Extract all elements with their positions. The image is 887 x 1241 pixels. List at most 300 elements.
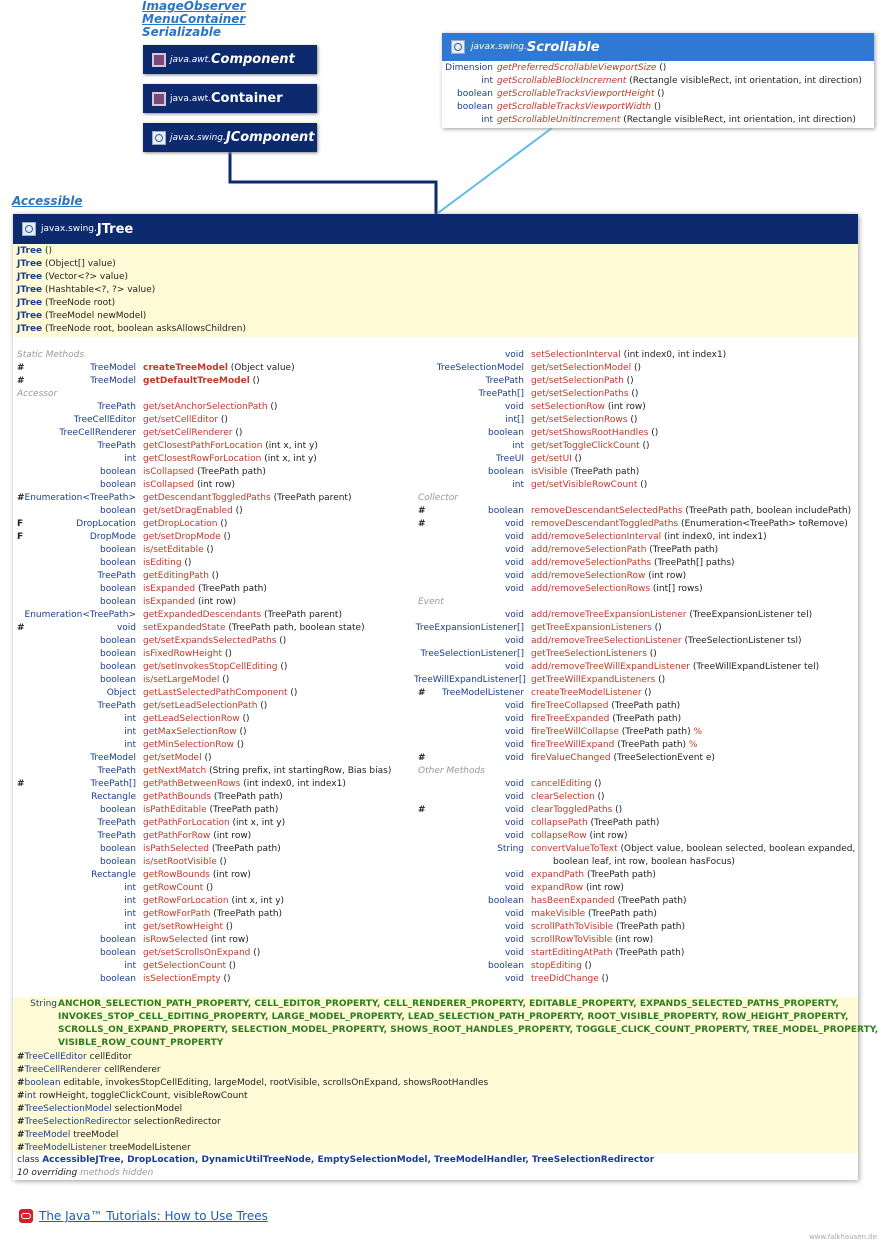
method-name[interactable]: [143, 895, 284, 908]
method-row[interactable]: [13, 700, 433, 713]
method-row[interactable]: [13, 362, 433, 375]
method-row[interactable]: [13, 518, 433, 531]
method-row[interactable]: [13, 739, 433, 752]
method-row[interactable]: [13, 804, 433, 817]
return-type: void: [504, 753, 524, 763]
method-row[interactable]: [414, 869, 834, 882]
method-name[interactable]: [143, 570, 219, 583]
field-row[interactable]: [17, 1077, 488, 1090]
class-component[interactable]: [143, 45, 317, 74]
method-row[interactable]: [13, 895, 433, 908]
return-type: int: [124, 883, 136, 893]
method-row[interactable]: [414, 973, 834, 986]
method-label: removeDescendantToggledPaths: [531, 519, 679, 529]
method-name[interactable]: [143, 518, 227, 531]
method-name[interactable]: [143, 973, 231, 986]
method-name[interactable]: [143, 934, 249, 947]
method-row[interactable]: [13, 635, 433, 648]
method-row-continuation: [414, 856, 834, 869]
method-row[interactable]: [13, 570, 433, 583]
method-row[interactable]: [13, 661, 433, 674]
method-label: getTreeExpansionListeners: [531, 623, 652, 633]
method-label: isFixedRowHeight: [143, 649, 222, 659]
method-row[interactable]: [13, 908, 433, 921]
scrollable-method-row: [442, 88, 664, 101]
method-name[interactable]: [531, 531, 767, 544]
method-name[interactable]: [143, 908, 282, 921]
method-name[interactable]: [531, 466, 639, 479]
method-name[interactable]: [531, 791, 605, 804]
method-name[interactable]: [143, 648, 232, 661]
method-label: get/setSelectionRows: [531, 415, 628, 425]
method-name[interactable]: [143, 440, 318, 453]
method-name[interactable]: [531, 622, 662, 635]
method-name[interactable]: [143, 661, 287, 674]
method-name[interactable]: getScrollableUnitIncrement: [497, 115, 621, 125]
method-row[interactable]: [414, 700, 834, 713]
method-row[interactable]: [414, 908, 834, 921]
interface-accessible[interactable]: Accessible: [12, 194, 83, 208]
overriding-note: [17, 1167, 153, 1180]
overriding-text: methods hidden: [80, 1168, 154, 1178]
scrollable-interface-box: [442, 33, 874, 128]
constructor-params: (Object[] value): [42, 259, 116, 269]
return-type: void: [504, 870, 524, 880]
method-name[interactable]: [531, 401, 646, 414]
constructor-name: JTree: [17, 246, 43, 256]
method-params: (int[] rows): [650, 584, 703, 594]
method-name[interactable]: [143, 817, 285, 830]
return-type: void: [504, 545, 524, 555]
field-row[interactable]: [17, 1103, 182, 1116]
method-name[interactable]: [143, 869, 251, 882]
method-row[interactable]: [13, 596, 433, 609]
class-icon: [22, 222, 36, 236]
field-type: TreeModel: [24, 1130, 71, 1140]
method-row[interactable]: [414, 557, 834, 570]
method-name[interactable]: [531, 687, 651, 700]
method-name[interactable]: [143, 479, 235, 492]
method-name[interactable]: [143, 687, 297, 700]
field-row[interactable]: [17, 1090, 248, 1103]
method-name[interactable]: [531, 505, 851, 518]
method-name[interactable]: [143, 401, 277, 414]
method-name[interactable]: [531, 739, 697, 752]
method-row[interactable]: [13, 414, 433, 427]
return-type: TreePath[]: [90, 779, 136, 789]
method-name[interactable]: [531, 479, 647, 492]
method-row[interactable]: [414, 583, 834, 596]
method-row[interactable]: [414, 466, 834, 479]
method-name[interactable]: [531, 934, 653, 947]
constructor-row[interactable]: [17, 310, 146, 323]
method-row[interactable]: [13, 778, 433, 791]
method-name[interactable]: [143, 726, 246, 739]
method-name[interactable]: [143, 466, 266, 479]
method-label: isExpanded: [143, 584, 196, 594]
method-params: (): [221, 649, 232, 659]
method-row[interactable]: [13, 557, 433, 570]
method-row[interactable]: [414, 752, 834, 765]
protected-mark: #: [17, 1052, 25, 1062]
method-name[interactable]: [531, 882, 624, 895]
method-row[interactable]: [414, 362, 834, 375]
method-name[interactable]: [143, 752, 211, 765]
method-label: isSelectionEmpty: [143, 974, 221, 984]
method-name[interactable]: [531, 583, 703, 596]
method-params: (int row): [194, 480, 236, 490]
method-row[interactable]: [414, 791, 834, 804]
protected-mark: #: [17, 1065, 25, 1075]
method-row[interactable]: [414, 674, 834, 687]
method-label: fireTreeWillExpand: [531, 740, 615, 750]
method-row[interactable]: [414, 570, 834, 583]
method-row[interactable]: [414, 830, 834, 843]
inner-classes-prefix: class: [17, 1155, 40, 1165]
scrollable-method-row: [442, 62, 666, 75]
method-params: (int row): [210, 870, 251, 880]
method-name[interactable]: [143, 882, 213, 895]
method-name[interactable]: [531, 947, 684, 960]
method-name[interactable]: [531, 843, 855, 856]
method-row[interactable]: [414, 687, 834, 700]
method-row[interactable]: [13, 492, 433, 505]
method-name[interactable]: [531, 960, 592, 973]
method-row[interactable]: [13, 427, 433, 440]
method-row[interactable]: [414, 713, 834, 726]
method-name[interactable]: [143, 609, 342, 622]
return-type: void: [504, 922, 524, 932]
method-name[interactable]: [531, 375, 634, 388]
method-row[interactable]: [414, 414, 834, 427]
method-name[interactable]: [143, 674, 229, 687]
method-name[interactable]: [143, 596, 236, 609]
class-jcomponent[interactable]: [143, 123, 317, 152]
method-params: (): [267, 402, 278, 412]
method-name[interactable]: [531, 453, 582, 466]
method-name[interactable]: [531, 388, 638, 401]
method-name[interactable]: [143, 505, 243, 518]
method-name[interactable]: [143, 856, 227, 869]
method-name[interactable]: [531, 570, 686, 583]
method-name[interactable]: [143, 947, 260, 960]
method-label: getNextMatch: [143, 766, 207, 776]
method-row[interactable]: [13, 882, 433, 895]
method-label: getDefaultTreeModel: [143, 376, 250, 386]
method-name[interactable]: [531, 440, 650, 453]
interface-menucontainer[interactable]: MenuContainer: [142, 12, 246, 26]
method-row[interactable]: [414, 960, 834, 973]
return-type: TreeUI: [496, 454, 524, 464]
method-row[interactable]: [13, 752, 433, 765]
method-name[interactable]: [531, 362, 641, 375]
return-type: void: [504, 532, 524, 542]
method-name[interactable]: [531, 726, 702, 739]
method-params: (TreePath path): [567, 467, 640, 477]
method-name[interactable]: [143, 791, 283, 804]
method-row[interactable]: [13, 765, 433, 778]
method-row[interactable]: [414, 778, 834, 791]
method-row[interactable]: [414, 739, 834, 752]
method-row[interactable]: [13, 622, 433, 635]
method-name[interactable]: [531, 661, 819, 674]
method-row[interactable]: [414, 609, 834, 622]
method-name[interactable]: [143, 921, 233, 934]
method-name[interactable]: [531, 648, 657, 661]
scrollable-header[interactable]: [442, 33, 874, 61]
method-params: (TreePath path): [206, 805, 279, 815]
package-label: javax.swing.: [471, 42, 527, 52]
method-row[interactable]: [414, 440, 834, 453]
method-label: setSelectionInterval: [531, 350, 621, 360]
method-name[interactable]: [531, 609, 812, 622]
method-row[interactable]: [414, 817, 834, 830]
method-row[interactable]: [13, 401, 433, 414]
field-row[interactable]: [17, 1129, 118, 1142]
method-row[interactable]: [414, 531, 834, 544]
method-row[interactable]: [13, 830, 433, 843]
method-name[interactable]: [143, 453, 317, 466]
method-name[interactable]: [531, 830, 628, 843]
method-name[interactable]: [531, 544, 718, 557]
method-row[interactable]: [13, 869, 433, 882]
field-row[interactable]: [17, 1064, 161, 1077]
method-label: collapsePath: [531, 818, 588, 828]
method-row[interactable]: [13, 947, 433, 960]
constructor-row[interactable]: [17, 258, 116, 271]
method-params: (): [654, 89, 665, 99]
method-row[interactable]: [13, 583, 433, 596]
method-name[interactable]: [143, 739, 244, 752]
method-row[interactable]: [414, 895, 834, 908]
return-type: boolean: [100, 545, 136, 555]
method-row[interactable]: [414, 947, 834, 960]
constructor-row[interactable]: [17, 297, 115, 310]
credit: www.falkhausen.de: [808, 1233, 877, 1241]
method-name[interactable]: [143, 830, 251, 843]
modifier-mark: #: [418, 519, 426, 529]
section-label: Collector: [418, 493, 459, 503]
field-names: editable, invokesStopCellEditing, largeModel, rootVisible, scrollsOnExpand, showsRootHandles: [60, 1078, 489, 1088]
return-type: TreePath[]: [478, 389, 524, 399]
method-row[interactable]: [414, 622, 834, 635]
method-name[interactable]: getScrollableBlockIncrement: [497, 76, 627, 86]
tutorial-link-text[interactable]: The Java™ Tutorials: How to Use Trees: [39, 1209, 268, 1223]
method-label: clearSelection: [531, 792, 595, 802]
jtree-header[interactable]: [13, 214, 858, 244]
method-row[interactable]: [13, 375, 433, 388]
constructor-row[interactable]: [17, 323, 246, 336]
return-type: String: [497, 844, 524, 854]
method-row[interactable]: [414, 518, 848, 531]
method-row[interactable]: [414, 479, 834, 492]
method-params: (): [201, 753, 212, 763]
method-name[interactable]: [143, 635, 286, 648]
method-name[interactable]: [531, 895, 687, 908]
method-name[interactable]: [143, 583, 267, 596]
field-row[interactable]: [17, 1051, 132, 1064]
method-row[interactable]: [13, 791, 433, 804]
oracle-icon: [19, 1209, 33, 1223]
method-label: isRowSelected: [143, 935, 208, 945]
method-row[interactable]: [13, 921, 433, 934]
method-name[interactable]: [143, 778, 346, 791]
method-name[interactable]: [531, 817, 659, 830]
method-name[interactable]: [143, 531, 231, 544]
constructor-row[interactable]: [17, 271, 128, 284]
method-name[interactable]: [143, 427, 242, 440]
method-name[interactable]: [531, 921, 685, 934]
method-name[interactable]: getScrollableTracksViewportHeight: [497, 89, 655, 99]
method-name[interactable]: [531, 804, 622, 817]
method-row[interactable]: [13, 466, 433, 479]
return-type: void: [504, 792, 524, 802]
method-params: (int row): [195, 597, 236, 607]
return-type: TreePath: [97, 701, 136, 711]
return-type: boolean: [457, 102, 493, 112]
method-label: add/removeSelectionRow: [531, 571, 646, 581]
method-row[interactable]: [13, 479, 433, 492]
method-row[interactable]: [414, 388, 834, 401]
method-name[interactable]: [143, 375, 260, 388]
method-name[interactable]: [143, 544, 214, 557]
method-name[interactable]: [531, 414, 637, 427]
method-row[interactable]: [414, 934, 834, 947]
method-row[interactable]: [13, 674, 433, 687]
method-params: (TreePath path): [618, 727, 691, 737]
method-row[interactable]: [414, 804, 834, 817]
modifier-mark: F: [17, 532, 24, 542]
method-row[interactable]: [414, 726, 834, 739]
method-params: (TreePath path): [646, 545, 719, 555]
method-name[interactable]: [531, 674, 665, 687]
method-name[interactable]: [531, 752, 715, 765]
method-row[interactable]: [13, 973, 433, 986]
method-name[interactable]: getScrollableTracksViewportWidth: [497, 102, 652, 112]
class-name: JComponent: [225, 130, 315, 145]
method-row[interactable]: [13, 531, 433, 544]
method-name[interactable]: [531, 349, 726, 362]
method-row[interactable]: [13, 453, 433, 466]
method-row[interactable]: [13, 817, 433, 830]
method-label: isPathSelected: [143, 844, 209, 854]
method-params: (int row): [210, 831, 252, 841]
method-params: (int index0, int index1): [661, 532, 767, 542]
method-row[interactable]: [414, 349, 834, 362]
method-name[interactable]: [143, 960, 236, 973]
method-name[interactable]: [143, 804, 278, 817]
method-row[interactable]: [414, 635, 834, 648]
method-row[interactable]: [414, 544, 834, 557]
method-name[interactable]: [531, 778, 601, 791]
method-name[interactable]: [531, 427, 658, 440]
return-type: boolean: [488, 506, 524, 516]
method-row[interactable]: [13, 687, 433, 700]
method-name[interactable]: [531, 700, 680, 713]
method-row[interactable]: [13, 960, 433, 973]
method-row[interactable]: [13, 544, 433, 557]
method-name[interactable]: [531, 713, 681, 726]
method-name[interactable]: [531, 518, 848, 531]
method-name[interactable]: getPreferredScrollableViewportSize: [497, 63, 657, 73]
method-name[interactable]: [531, 635, 802, 648]
return-type: int: [124, 909, 136, 919]
constructor-row[interactable]: [17, 245, 52, 258]
method-name[interactable]: [143, 362, 295, 375]
method-row[interactable]: [414, 882, 834, 895]
method-row[interactable]: [414, 843, 856, 856]
field-names: cellRenderer: [101, 1065, 161, 1075]
method-name[interactable]: [531, 973, 609, 986]
modifier-mark: #: [17, 779, 25, 789]
method-row[interactable]: [13, 934, 433, 947]
method-row[interactable]: [414, 648, 834, 661]
protected-mark: #: [17, 1104, 25, 1114]
abstract-class-icon: [152, 131, 166, 145]
method-params: (): [203, 545, 214, 555]
method-row[interactable]: [414, 427, 834, 440]
method-params: (int row): [645, 571, 687, 581]
method-name[interactable]: [143, 492, 351, 505]
method-row[interactable]: [13, 648, 433, 661]
interface-imageobserver[interactable]: ImageObserver: [142, 0, 246, 13]
protected-mark: #: [17, 1143, 25, 1153]
method-row[interactable]: [13, 440, 433, 453]
method-row[interactable]: [414, 505, 852, 518]
method-name[interactable]: [531, 908, 657, 921]
method-name[interactable]: [143, 557, 191, 570]
method-row[interactable]: [414, 375, 834, 388]
method-row[interactable]: [414, 921, 834, 934]
return-type: boolean: [457, 89, 493, 99]
method-label: fireValueChanged: [531, 753, 611, 763]
method-row[interactable]: [13, 856, 433, 869]
method-row[interactable]: [414, 453, 834, 466]
method-row[interactable]: [13, 713, 433, 726]
method-name[interactable]: [531, 557, 735, 570]
method-name[interactable]: [143, 414, 228, 427]
field-row[interactable]: [17, 1116, 221, 1129]
method-name[interactable]: [143, 700, 267, 713]
method-name[interactable]: [143, 713, 249, 726]
method-row[interactable]: [13, 726, 433, 739]
return-type: void: [504, 558, 524, 568]
method-row[interactable]: [13, 609, 433, 622]
inner-classes-list[interactable]: AccessibleJTree, DropLocation, DynamicUtilTreeNode, EmptySelectionModel, TreeModelHandler, TreeSelectionRedirector: [42, 1155, 655, 1165]
method-params: (): [631, 363, 641, 373]
return-type: void: [504, 701, 524, 711]
method-params: (TreeWillExpandListener tel): [689, 662, 820, 672]
method-name[interactable]: [531, 869, 656, 882]
method-name: [553, 856, 735, 869]
class-container[interactable]: [143, 84, 317, 113]
method-params: (): [276, 636, 287, 646]
constructor-row[interactable]: [17, 284, 155, 297]
method-params: (int row): [604, 402, 646, 412]
method-name[interactable]: [143, 765, 391, 778]
method-row[interactable]: [414, 401, 834, 414]
method-name[interactable]: [143, 843, 281, 856]
method-row[interactable]: [13, 505, 433, 518]
return-type: boolean: [488, 961, 524, 971]
tutorial-link[interactable]: [19, 1209, 268, 1223]
class-name: Component: [210, 52, 295, 67]
method-row[interactable]: [414, 661, 834, 674]
method-name[interactable]: [143, 622, 365, 635]
scrollable-method-row: [442, 101, 661, 114]
method-row[interactable]: [13, 843, 433, 856]
field-type: TreeSelectionRedirector: [24, 1117, 132, 1127]
